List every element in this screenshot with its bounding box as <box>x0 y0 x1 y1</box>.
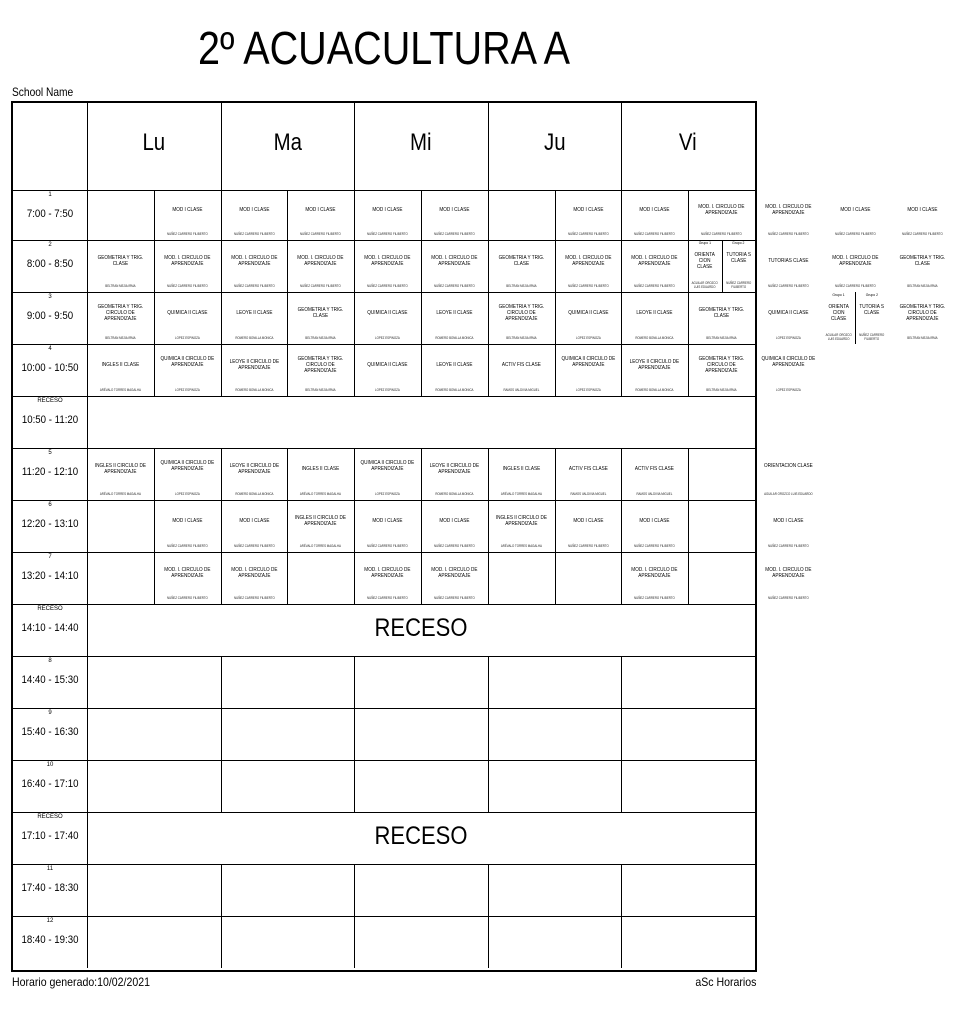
lesson-teacher: NUÑEZ CARRERO FILIBERTO <box>367 544 408 548</box>
lesson-subject: ACTIV FIS CLASE <box>635 466 675 472</box>
lesson-subject: QUIMICA II CLASE <box>768 310 809 316</box>
row-divider <box>13 656 755 657</box>
lesson-subject: ORIENTA CION CLASE <box>694 252 716 270</box>
lesson-teacher: NUÑEZ CARRERO FILIBERTO <box>166 596 208 600</box>
lesson-cell[interactable] <box>421 190 488 240</box>
sub-column-divider <box>287 552 288 604</box>
lesson-cell[interactable] <box>822 190 889 240</box>
lesson-cell[interactable] <box>822 292 855 344</box>
lesson-teacher: ARÉVALO TORRES MAGALHA <box>99 388 141 392</box>
period-time: 9:00 - 9:50 <box>26 310 74 322</box>
lesson-teacher: NUÑEZ CARRERO FILIBERTO <box>233 596 275 600</box>
lesson-subject: GEOMETRIA Y TRIG. CLASE <box>498 255 545 267</box>
lesson-teacher: BELTRAN MEJIA IRMA <box>305 388 336 392</box>
lesson-subject: MOD I CLASE <box>305 207 336 213</box>
lesson-subject: MOD. I. CIRCULO DE APRENDIZAJE <box>230 255 278 267</box>
period-number: 7 <box>48 554 52 560</box>
lesson-cell[interactable] <box>621 292 688 344</box>
lesson-subject: MOD. I. CIRCULO DE APRENDIZAJE <box>364 567 411 579</box>
lesson-cell[interactable] <box>154 344 221 396</box>
lesson-teacher: RAMOS VALDIVIA MIGUEL <box>503 388 540 392</box>
lesson-cell[interactable] <box>488 500 555 552</box>
period-number: 9 <box>48 710 52 716</box>
lesson-cell[interactable] <box>755 190 822 240</box>
lesson-subject: GEOMETRIA Y TRIG. CIRCULO DE APRENDIZAJE <box>297 356 344 374</box>
lesson-teacher: NUÑEZ CARRERO FILIBERTO <box>567 544 609 548</box>
lesson-subject: TUTORIAS CLASE <box>768 258 809 264</box>
lesson-cell[interactable] <box>621 190 688 240</box>
lesson-teacher: LOPEZ ESPINOZA <box>174 492 200 496</box>
lesson-teacher: NUÑEZ CARRERO FILIBERTO <box>300 232 342 236</box>
lesson-teacher: NUÑEZ CARRERO FILIBERTO <box>701 232 742 236</box>
lesson-cell[interactable] <box>421 500 488 552</box>
lesson-cell[interactable] <box>688 344 755 396</box>
lesson-cell[interactable] <box>421 240 488 292</box>
lesson-cell[interactable] <box>755 292 822 344</box>
lesson-teacher: BELTRAN MEJIA IRMA <box>906 284 938 288</box>
period-time: 15:40 - 16:30 <box>21 726 79 738</box>
lesson-cell[interactable] <box>221 552 288 604</box>
lesson-teacher: NUÑEZ CARRERO FILIBERTO <box>725 281 751 289</box>
lesson-teacher: NUÑEZ CARRERO FILIBERTO <box>859 333 885 341</box>
lesson-subject: ORIENTA CION CLASE <box>828 304 849 322</box>
period-number: RECESO <box>37 606 63 612</box>
lesson-cell[interactable] <box>755 240 822 292</box>
lesson-teacher: LOPEZ ESPINOZA <box>575 336 601 340</box>
lesson-cell[interactable] <box>621 344 688 396</box>
sub-column-divider <box>555 552 556 604</box>
lesson-subject: LEOYE II CIRCULO DE APRENDIZAJE <box>229 463 279 475</box>
lesson-teacher: NUÑEZ CARRERO FILIBERTO <box>634 232 676 236</box>
lesson-teacher: NUÑEZ CARRERO FILIBERTO <box>166 544 208 548</box>
period-number: 5 <box>48 450 52 456</box>
receso-label: RECESO <box>374 614 468 642</box>
lesson-cell[interactable] <box>621 448 688 500</box>
lesson-teacher: LOPEZ ESPINOZA <box>375 388 400 392</box>
lesson-teacher: NUÑEZ CARRERO FILIBERTO <box>834 232 876 236</box>
lesson-cell[interactable] <box>421 552 488 604</box>
lesson-teacher: NUÑEZ CARRERO FILIBERTO <box>768 284 809 288</box>
lesson-subject: MOD. I. CIRCULO DE APRENDIZAJE <box>765 204 812 216</box>
lesson-cell[interactable] <box>889 292 955 344</box>
lesson-cell[interactable] <box>855 292 888 344</box>
lesson-teacher: ROMERO BONILLA MONICA <box>435 388 474 392</box>
lesson-cell[interactable] <box>822 240 889 292</box>
lesson-cell[interactable] <box>287 500 354 552</box>
lesson-teacher: ARÉVALO TORRES MAGALHA <box>500 544 542 548</box>
lesson-teacher: AGUILAR OROZCO LUIS EDUARDO <box>764 492 813 496</box>
lesson-teacher: LOPEZ ESPINOZA <box>775 336 801 340</box>
row-divider <box>13 708 755 709</box>
lesson-teacher: NUÑEZ CARRERO FILIBERTO <box>166 232 208 236</box>
lesson-subject: QUIMICA II CIRCULO DE APRENDIZAJE <box>761 356 816 368</box>
day-header: Ju <box>543 129 566 156</box>
lesson-subject: QUIMICA II CLASE <box>367 310 408 316</box>
timetable-grid <box>11 101 945 972</box>
lesson-group: Grupo 1 <box>832 293 845 297</box>
software-credit: aSc Horarios <box>694 975 756 989</box>
lesson-subject: QUIMICA II CLASE <box>167 310 208 316</box>
lesson-teacher: ARÉVALO TORRES MAGALHA <box>500 492 542 496</box>
period-time: 14:40 - 15:30 <box>21 674 79 686</box>
lesson-teacher: LOPEZ ESPINOZA <box>174 336 200 340</box>
lesson-cell[interactable] <box>287 240 354 292</box>
lesson-cell[interactable] <box>287 190 354 240</box>
lesson-subject: MOD I CLASE <box>372 518 403 524</box>
lesson-teacher: BELTRAN MEJIA IRMA <box>105 336 136 340</box>
lesson-group: Grupo 2 <box>865 293 879 297</box>
lesson-cell[interactable] <box>221 190 288 240</box>
lesson-subject: ACTIV FIS CLASE <box>501 362 541 368</box>
lesson-teacher: NUÑEZ CARRERO FILIBERTO <box>434 284 475 288</box>
period-time: 8:00 - 8:50 <box>26 258 74 270</box>
lesson-cell[interactable] <box>555 500 622 552</box>
lesson-subject: GEOMETRIA Y TRIG. CIRCULO DE APRENDIZAJE <box>498 304 545 322</box>
lesson-teacher: NUÑEZ CARRERO FILIBERTO <box>434 544 475 548</box>
lesson-teacher: BELTRAN MEJIA IRMA <box>506 336 537 340</box>
period-number: 8 <box>48 658 52 664</box>
lesson-teacher: BELTRAN MEJIA IRMA <box>506 284 537 288</box>
period-number: 6 <box>48 502 52 508</box>
lesson-subject: INGLES II CLASE <box>502 466 541 472</box>
lesson-subject: MOD. I. CIRCULO DE APRENDIZAJE <box>832 255 879 267</box>
lesson-subject: LEOYE II CLASE <box>636 310 673 316</box>
period-time: 13:20 - 14:10 <box>21 570 79 582</box>
lesson-subject: INGLES II CIRCULO DE APRENDIZAJE <box>94 463 146 475</box>
lesson-cell[interactable] <box>287 292 354 344</box>
lesson-teacher: NUÑEZ CARRERO FILIBERTO <box>233 232 275 236</box>
lesson-cell[interactable] <box>621 240 688 292</box>
lesson-subject: MOD. I. CIRCULO DE APRENDIZAJE <box>164 567 211 579</box>
lesson-teacher: NUÑEZ CARRERO FILIBERTO <box>367 284 408 288</box>
lesson-subject: MOD I CLASE <box>639 518 670 524</box>
lesson-teacher: NUÑEZ CARRERO FILIBERTO <box>434 596 475 600</box>
lesson-cell[interactable] <box>354 500 421 552</box>
lesson-subject: QUIMICA II CIRCULO DE APRENDIZAJE <box>160 356 215 368</box>
lesson-teacher: RAMOS VALDIVIA MIGUEL <box>570 492 606 496</box>
lesson-subject: GEOMETRIA Y TRIG. CLASE <box>297 307 344 319</box>
lesson-subject: MOD I CLASE <box>906 207 938 213</box>
lesson-group: Grupo 2 <box>732 241 745 245</box>
lesson-cell[interactable] <box>621 500 688 552</box>
lesson-subject: MOD. I. CIRCULO DE APRENDIZAJE <box>431 255 478 267</box>
period-time: 12:20 - 13:10 <box>21 518 79 530</box>
period-time: 14:10 - 14:40 <box>21 622 79 634</box>
lesson-teacher: ROMERO BONILLA MONICA <box>635 336 674 340</box>
lesson-group: Grupo 1 <box>698 241 712 245</box>
lesson-cell[interactable] <box>555 240 622 292</box>
lesson-subject: MOD. I. CIRCULO DE APRENDIZAJE <box>164 255 211 267</box>
lesson-teacher: ARÉVALO TORRES MAGALHA <box>300 544 342 548</box>
lesson-teacher: NUÑEZ CARRERO FILIBERTO <box>634 544 676 548</box>
lesson-cell[interactable] <box>755 448 822 500</box>
lesson-cell[interactable] <box>154 500 221 552</box>
lesson-subject: MOD I CLASE <box>172 518 203 524</box>
lesson-subject: GEOMETRIA Y TRIG. CIRCULO DE APRENDIZAJE <box>698 356 745 374</box>
lesson-teacher: ARÉVALO TORRES MAGALHA <box>99 492 141 496</box>
lesson-subject: MOD. I. CIRCULO DE APRENDIZAJE <box>698 204 745 216</box>
lesson-cell[interactable] <box>354 552 421 604</box>
day-header: Lu <box>142 129 166 156</box>
lesson-teacher: BELTRAN MEJIA IRMA <box>906 336 938 340</box>
lesson-subject: GEOMETRIA Y TRIG. CLASE <box>97 255 144 267</box>
lesson-subject: GEOMETRIA Y TRIG. CLASE <box>698 307 745 319</box>
lesson-cell[interactable] <box>154 190 221 240</box>
lesson-cell[interactable] <box>354 448 421 500</box>
lesson-teacher: NUÑEZ CARRERO FILIBERTO <box>834 284 876 288</box>
lesson-teacher: NUÑEZ CARRERO FILIBERTO <box>434 232 475 236</box>
lesson-teacher: BELTRAN MEJIA IRMA <box>105 284 136 288</box>
lesson-teacher: NUÑEZ CARRERO FILIBERTO <box>367 232 408 236</box>
lesson-teacher: ARÉVALO TORRES MAGALHA <box>300 492 342 496</box>
row-divider <box>13 760 755 761</box>
lesson-cell[interactable] <box>889 240 955 292</box>
sub-column-divider <box>688 500 689 552</box>
lesson-subject: MOD. I. CIRCULO DE APRENDIZAJE <box>631 567 678 579</box>
lesson-subject: GEOMETRIA Y TRIG. CIRCULO DE APRENDIZAJE <box>97 304 144 322</box>
lesson-subject: TUTORIA S CLASE <box>859 304 885 316</box>
lesson-subject: ORIENTACION CLASE <box>764 463 813 469</box>
lesson-cell[interactable] <box>354 240 421 292</box>
lesson-cell[interactable] <box>755 500 822 552</box>
lesson-subject: ACTIV FIS CLASE <box>568 466 608 472</box>
receso-label: RECESO <box>374 822 468 850</box>
period-number: 4 <box>48 346 52 352</box>
lesson-teacher: AGUILAR OROZCO LUIS EDUARDO <box>691 281 718 289</box>
lesson-teacher: LOPEZ ESPINOZA <box>775 388 801 392</box>
lesson-subject: MOD I CLASE <box>238 518 270 524</box>
lesson-teacher: ROMERO BONILLA MONICA <box>435 492 474 496</box>
lesson-subject: GEOMETRIA Y TRIG. CIRCULO DE APRENDIZAJE <box>899 304 945 322</box>
lesson-teacher: NUÑEZ CARRERO FILIBERTO <box>901 232 943 236</box>
lesson-subject: MOD I CLASE <box>840 207 871 213</box>
period-time: 17:40 - 18:30 <box>21 882 79 894</box>
lesson-teacher: BELTRAN MEJIA IRMA <box>706 388 737 392</box>
period-number: 2 <box>48 242 52 248</box>
lesson-subject: INGLES II CLASE <box>301 466 340 472</box>
lesson-subject: LEOYE II CIRCULO DE APRENDIZAJE <box>229 359 279 371</box>
period-time: 18:40 - 19:30 <box>21 934 79 946</box>
lesson-subject: MOD. I. CIRCULO DE APRENDIZAJE <box>564 255 612 267</box>
period-number: RECESO <box>37 814 63 820</box>
lesson-subject: LEOYE II CIRCULO DE APRENDIZAJE <box>429 463 480 475</box>
lesson-teacher: NUÑEZ CARRERO FILIBERTO <box>233 284 275 288</box>
lesson-teacher: LOPEZ ESPINOZA <box>575 388 601 392</box>
lesson-cell[interactable] <box>87 240 154 292</box>
lesson-subject: LEOYE II CIRCULO DE APRENDIZAJE <box>630 359 680 371</box>
day-header: Vi <box>679 129 698 156</box>
lesson-cell[interactable] <box>755 552 822 604</box>
lesson-teacher: NUÑEZ CARRERO FILIBERTO <box>634 284 676 288</box>
period-time: 7:00 - 7:50 <box>26 208 74 220</box>
lesson-subject: MOD I CLASE <box>572 518 604 524</box>
lesson-cell[interactable] <box>287 448 354 500</box>
lesson-cell[interactable] <box>488 344 555 396</box>
lesson-cell[interactable] <box>722 240 755 292</box>
period-number: 1 <box>48 192 52 198</box>
lesson-cell[interactable] <box>421 448 488 500</box>
lesson-cell[interactable] <box>154 552 221 604</box>
timetable-title: 2º ACUACULTURA A <box>197 22 571 74</box>
lesson-cell[interactable] <box>287 344 354 396</box>
lesson-teacher: NUÑEZ CARRERO FILIBERTO <box>567 284 609 288</box>
lesson-teacher: ROMERO BONILLA MONICA <box>635 388 674 392</box>
receso-band <box>88 397 755 448</box>
lesson-cell[interactable] <box>354 344 421 396</box>
lesson-cell[interactable] <box>221 344 288 396</box>
lesson-subject: MOD I CLASE <box>372 207 403 213</box>
lesson-subject: MOD I CLASE <box>172 207 203 213</box>
lesson-teacher: BELTRAN MEJIA IRMA <box>305 336 336 340</box>
lesson-cell[interactable] <box>87 344 154 396</box>
lesson-cell[interactable] <box>555 190 622 240</box>
lesson-cell[interactable] <box>555 292 622 344</box>
lesson-subject: INGLES II CIRCULO DE APRENDIZAJE <box>295 515 347 527</box>
lesson-subject: MOD. I. CIRCULO DE APRENDIZAJE <box>631 255 678 267</box>
lesson-teacher: NUÑEZ CARRERO FILIBERTO <box>367 596 408 600</box>
lesson-subject: MOD I CLASE <box>238 207 270 213</box>
lesson-subject: MOD. I. CIRCULO DE APRENDIZAJE <box>297 255 344 267</box>
lesson-teacher: AGUILAR OROZCO LUIS EDUARDO <box>825 333 852 341</box>
lesson-cell[interactable] <box>688 292 755 344</box>
period-number: RECESO <box>37 398 63 404</box>
lesson-cell[interactable] <box>621 552 688 604</box>
lesson-cell[interactable] <box>87 448 154 500</box>
lesson-teacher: BELTRAN MEJIA IRMA <box>706 336 737 340</box>
lesson-cell[interactable] <box>354 292 421 344</box>
lesson-cell[interactable] <box>688 240 721 292</box>
lesson-subject: QUIMICA II CLASE <box>567 310 609 316</box>
lesson-teacher: LOPEZ ESPINOZA <box>174 388 200 392</box>
lesson-cell[interactable] <box>221 500 288 552</box>
sub-column-divider <box>688 552 689 604</box>
lesson-subject: MOD I CLASE <box>639 207 670 213</box>
lesson-teacher: NUÑEZ CARRERO FILIBERTO <box>300 284 342 288</box>
period-number: 10 <box>46 762 54 768</box>
lesson-teacher: NUÑEZ CARRERO FILIBERTO <box>768 232 809 236</box>
lesson-cell[interactable] <box>421 292 488 344</box>
lesson-cell[interactable] <box>221 292 288 344</box>
lesson-cell[interactable] <box>421 344 488 396</box>
school-name: School Name <box>12 85 74 99</box>
lesson-subject: QUIMICA II CLASE <box>367 362 408 368</box>
day-header: Ma <box>273 129 302 156</box>
lesson-subject: TUTORIA S CLASE <box>726 252 751 264</box>
period-number: 11 <box>46 866 54 872</box>
lesson-subject: LEOYE II CLASE <box>436 310 473 316</box>
lesson-subject: MOD I CLASE <box>439 207 470 213</box>
lesson-subject: MOD. I. CIRCULO DE APRENDIZAJE <box>230 567 278 579</box>
lesson-cell[interactable] <box>154 448 221 500</box>
lesson-subject: MOD I CLASE <box>439 518 470 524</box>
period-number: 3 <box>48 294 52 300</box>
lesson-cell[interactable] <box>488 240 555 292</box>
period-time: 11:20 - 12:10 <box>21 466 79 478</box>
lesson-teacher: LOPEZ ESPINOZA <box>375 492 400 496</box>
period-time: 16:40 - 17:10 <box>21 778 79 790</box>
lesson-teacher: ROMERO BONILLA MONICA <box>234 492 274 496</box>
lesson-subject: QUIMICA II CIRCULO DE APRENDIZAJE <box>360 460 415 472</box>
lesson-cell[interactable] <box>154 240 221 292</box>
lesson-teacher: NUÑEZ CARRERO FILIBERTO <box>166 284 208 288</box>
lesson-teacher: NUÑEZ CARRERO FILIBERTO <box>768 596 809 600</box>
generated-date: Horario generado:10/02/2021 <box>12 975 150 989</box>
lesson-cell[interactable] <box>889 190 955 240</box>
lesson-cell[interactable] <box>555 344 622 396</box>
lesson-cell[interactable] <box>154 292 221 344</box>
row-divider <box>13 864 755 865</box>
sub-column-divider <box>688 448 689 500</box>
lesson-cell[interactable] <box>488 292 555 344</box>
lesson-cell[interactable] <box>354 190 421 240</box>
lesson-cell[interactable] <box>221 240 288 292</box>
lesson-subject: MOD. I. CIRCULO DE APRENDIZAJE <box>431 567 478 579</box>
period-time: 17:10 - 17:40 <box>21 830 79 842</box>
lesson-cell[interactable] <box>87 292 154 344</box>
day-header: Mi <box>410 129 432 156</box>
lesson-teacher: NUÑEZ CARRERO FILIBERTO <box>567 232 609 236</box>
lesson-subject: MOD I CLASE <box>572 207 604 213</box>
lesson-subject: INGLES II CLASE <box>101 362 140 368</box>
lesson-subject: MOD. I. CIRCULO DE APRENDIZAJE <box>364 255 411 267</box>
lesson-teacher: NUÑEZ CARRERO FILIBERTO <box>233 544 275 548</box>
lesson-cell[interactable] <box>555 448 622 500</box>
period-time: 10:00 - 10:50 <box>21 362 79 374</box>
lesson-teacher: RAMOS VALDIVIA MIGUEL <box>636 492 673 496</box>
lesson-subject: GEOMETRIA Y TRIG. CLASE <box>899 255 945 267</box>
lesson-teacher: ROMERO BONILLA MONICA <box>234 336 274 340</box>
lesson-cell[interactable] <box>488 448 555 500</box>
lesson-teacher: ROMERO BONILLA MONICA <box>234 388 274 392</box>
lesson-teacher: ROMERO BONILLA MONICA <box>435 336 474 340</box>
row-divider <box>13 916 755 917</box>
lesson-subject: MOD. I. CIRCULO DE APRENDIZAJE <box>765 567 812 579</box>
lesson-subject: INGLES II CIRCULO DE APRENDIZAJE <box>495 515 547 527</box>
lesson-cell[interactable] <box>221 448 288 500</box>
lesson-subject: MOD I CLASE <box>773 518 804 524</box>
lesson-cell[interactable] <box>755 344 822 396</box>
lesson-cell[interactable] <box>688 190 755 240</box>
lesson-teacher: LOPEZ ESPINOZA <box>375 336 400 340</box>
lesson-subject: QUIMICA II CIRCULO DE APRENDIZAJE <box>561 356 615 368</box>
lesson-subject: LEOYE II CLASE <box>436 362 473 368</box>
lesson-subject: LEOYE II CLASE <box>235 310 273 316</box>
period-number: 12 <box>46 918 54 924</box>
lesson-subject: QUIMICA II CIRCULO DE APRENDIZAJE <box>160 460 215 472</box>
period-time: 10:50 - 11:20 <box>21 414 79 426</box>
lesson-teacher: NUÑEZ CARRERO FILIBERTO <box>768 544 809 548</box>
lesson-teacher: NUÑEZ CARRERO FILIBERTO <box>634 596 676 600</box>
